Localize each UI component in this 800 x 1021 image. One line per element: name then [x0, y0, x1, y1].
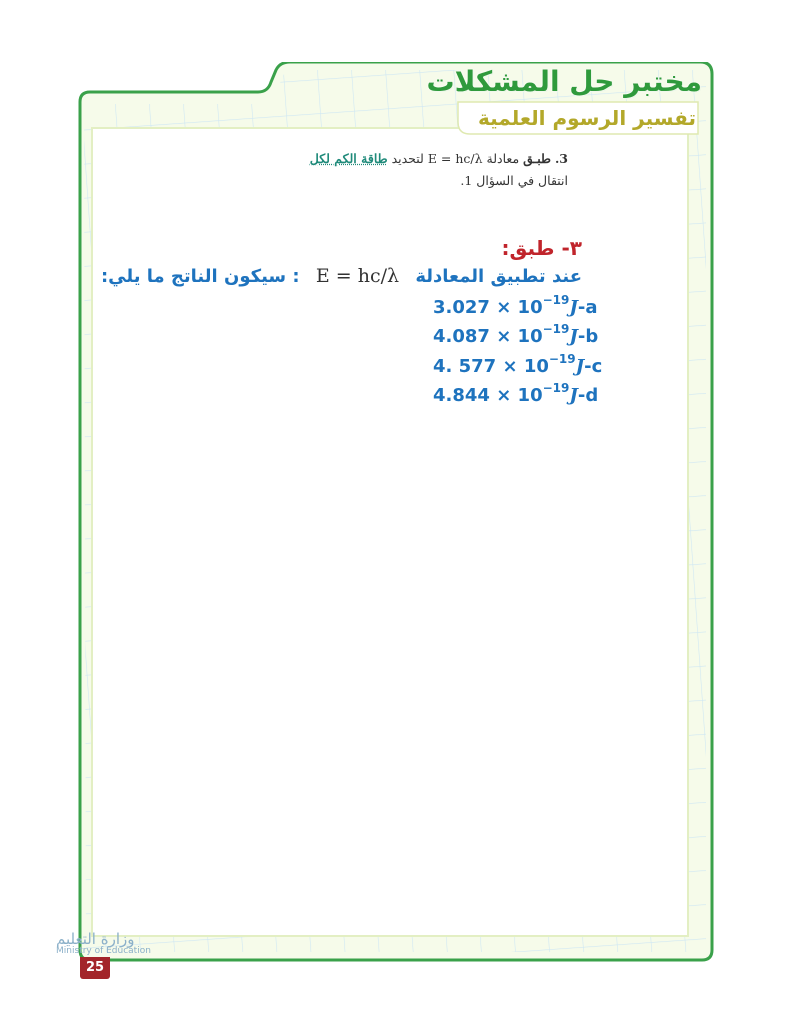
question-number: 3. [554, 151, 568, 166]
result-exponent: −19 [542, 293, 570, 307]
result-label: -a [577, 297, 598, 318]
page-subtitle: تفسير الرسوم العلمية [478, 106, 696, 130]
answer-intro-after: : سيكون الناتج ما يلي: [100, 266, 300, 287]
answer-intro [100, 262, 582, 291]
result-exponent: −19 [548, 352, 576, 366]
question-dotted-term: طاقة الكم لكل [309, 151, 388, 166]
answer-equation: E = hc/λ [315, 265, 400, 287]
page-frame [78, 62, 714, 962]
result-coefficient: 4. 577 × 10 [433, 356, 549, 377]
result-coefficient: 4.844 × 10 [433, 385, 543, 406]
answer-intro-before: عند تطبيق المعادلة [415, 266, 582, 287]
ministry-logo [56, 930, 151, 956]
result-label: -d [577, 385, 599, 406]
ministry-name-en: Ministry of Education [56, 946, 151, 956]
result-label: -c [584, 356, 603, 377]
result-item [433, 324, 598, 347]
question-text-middle: لتحديد [391, 151, 424, 166]
result-unit: J [569, 326, 578, 347]
result-unit: J [569, 385, 578, 406]
question-line-1 [238, 148, 568, 170]
question-line-2: انتقال في السؤال 1. [460, 173, 568, 188]
result-label: -b [577, 326, 599, 347]
result-unit: J [569, 297, 578, 318]
result-coefficient: 3.027 × 10 [433, 297, 543, 318]
answer-block [100, 234, 582, 291]
frame-graphic [78, 62, 714, 962]
result-item [433, 383, 598, 406]
question-verb: طبـق [523, 151, 551, 166]
question-text-before: معادلة [486, 151, 520, 166]
page-number: 25 [80, 957, 110, 979]
result-exponent: −19 [542, 381, 570, 395]
answer-heading: ٣- طبق: [501, 236, 582, 260]
result-unit: J [575, 356, 585, 377]
ministry-name-ar: وزارة التعليم [56, 930, 135, 948]
page-title: مختبر حل المشكلات [426, 65, 702, 98]
result-coefficient: 4.087 × 10 [433, 326, 543, 347]
result-exponent: −19 [542, 322, 570, 336]
question-equation: E = hc/λ [427, 151, 483, 166]
result-item [433, 354, 602, 377]
result-item [433, 295, 598, 318]
question-block [238, 148, 568, 192]
